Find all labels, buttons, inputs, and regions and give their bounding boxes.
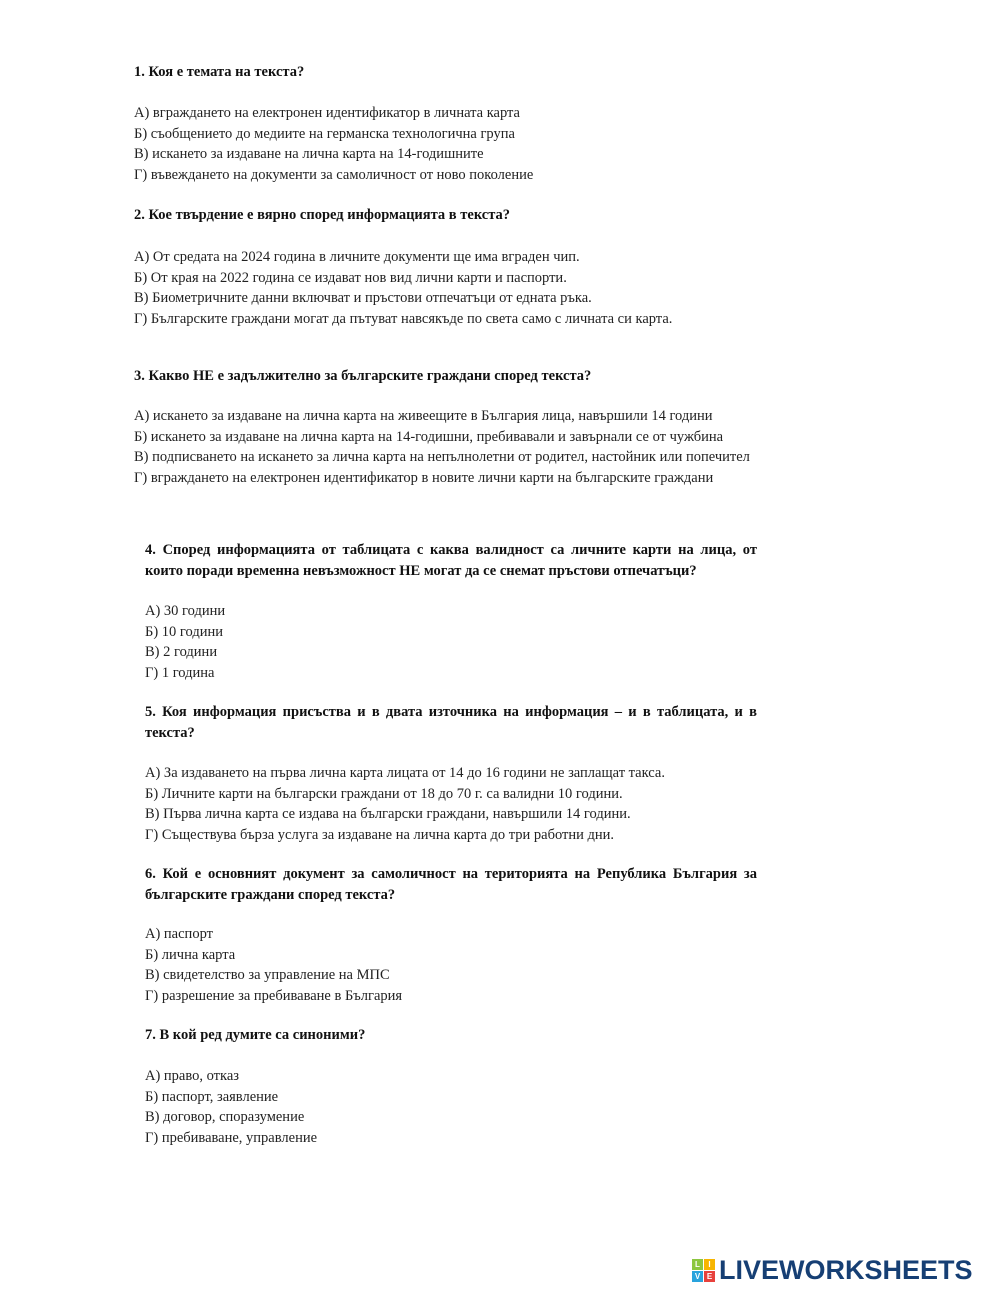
answer-option: Г) въвеждането на документи за самоличност от ново поколение [134,166,534,183]
answer-options [134,406,754,488]
answer-options [145,924,757,1006]
answer-option: Б) 10 години [145,623,223,640]
answer-option: А) вграждането на електронен идентификатор в личната карта [134,105,520,121]
question-title: 3. Какво НЕ е задължително за българските граждани според текста? [134,368,592,384]
question-6 [145,864,757,1004]
logo-tile: L [692,1259,703,1270]
answer-option: В) свидетелство за управление на МПС [145,967,390,983]
answer-option: Б) съобщението до медиите на германска технологична група [134,125,515,142]
answer-option: Б) искането за издаване на лична карта на 14-годишни, пребивавали и завърнали се от чужбина [134,428,724,445]
question-title: 6. Кой е основният документ за самоличност на територията на Република България за българските граждани според текста? [145,866,757,903]
answer-option: Г) 1 година [145,664,215,681]
question-5 [145,702,757,843]
answer-option: Г) Съществува бърза услуга за издаване на лична карта до три работни дни. [145,826,615,843]
answer-options [145,763,757,845]
logo-tile: E [704,1271,715,1282]
question-title: 4. Според информацията от таблицата с каква валидност са личните карти на лица, от които поради временна невъзможност НЕ могат да се снемат пръстови отпечатъци? [145,542,757,579]
question-2 [134,205,754,327]
question-title: 2. Кое твърдение е вярно според информацията в текста? [134,207,511,223]
answer-option: А) право, отказ [145,1068,240,1084]
liveworksheets-logo [692,1255,973,1286]
answer-option: Г) разрешение за пребиваване в България [145,987,403,1004]
question-3 [134,366,754,486]
question-title: 5. Коя информация присъства и в двата източника на информация – и в таблицата, и в текста? [145,704,757,741]
logo-tile: I [704,1259,715,1270]
answer-option: А) 30 години [145,603,226,619]
answer-option: Г) пребиваване, управление [145,1129,318,1146]
answer-option: В) подписването на искането за лична карта на непълнолетни от родител, настойник или попечител [134,449,750,465]
logo-tiles-icon [692,1259,715,1282]
question-4 [145,540,757,681]
answer-option: Б) Личните карти на български граждани от 18 до 70 г. са валидни 10 години. [145,785,623,802]
answer-option: А) искането за издаване на лична карта на живеещите в България лица, навършили 14 години [134,408,713,424]
answer-options [134,247,754,329]
answer-option: В) Първа лична карта се издава на български граждани, навършили 14 години. [145,806,631,822]
answer-options [145,601,757,683]
question-7 [145,1025,757,1146]
answer-option: В) Биометричните данни включват и пръстови отпечатъци от едната ръка. [134,290,592,306]
answer-option: Г) вграждането на електронен идентификатор в новите лични карти на българските граждани [134,469,714,486]
answer-option: А) паспорт [145,926,213,942]
logo-tile: V [692,1271,703,1282]
question-title: 1. Коя е темата на текста? [134,64,305,80]
answer-options [145,1066,757,1148]
answer-option: Б) От края на 2022 година се издават нов вид лични карти и паспорти. [134,269,567,286]
answer-options [134,103,754,185]
question-title: 7. В кой ред думите са синоними? [145,1027,366,1043]
answer-option: В) договор, споразумение [145,1109,305,1125]
answer-option: В) искането за издаване на лична карта на 14-годишните [134,146,484,162]
question-1 [134,62,754,183]
answer-option: В) 2 години [145,644,218,660]
answer-option: Б) паспорт, заявление [145,1088,279,1105]
answer-option: Г) Българските граждани могат да пътуват навсякъде по света само с личната си карта. [134,310,673,327]
answer-option: Б) лична карта [145,946,236,963]
logo-text: LIVEWORKSHEETS [719,1255,973,1285]
answer-option: А) За издаването на първа лична карта лицата от 14 до 16 години не заплащат такса. [145,765,665,781]
answer-option: А) От средата на 2024 година в личните документи ще има вграден чип. [134,249,580,265]
